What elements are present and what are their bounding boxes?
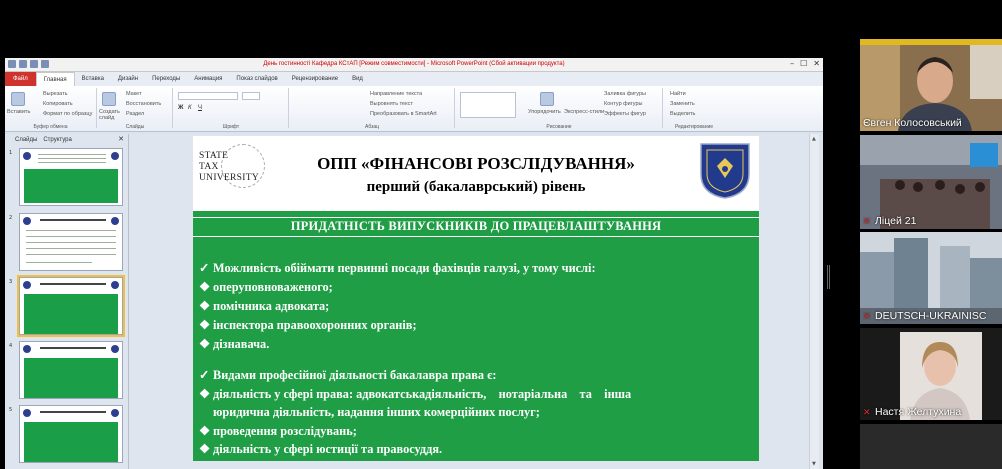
tab-view[interactable]: Вид bbox=[352, 76, 363, 82]
thumb-text bbox=[26, 254, 116, 255]
name-text: Ліцей 21 bbox=[875, 215, 917, 227]
thumb-text bbox=[38, 158, 106, 159]
logo-line: STATE bbox=[199, 151, 229, 161]
thumb-title bbox=[40, 283, 106, 285]
seal-icon bbox=[111, 409, 119, 417]
mic-muted-icon: ✕ bbox=[863, 216, 871, 226]
tab-file[interactable]: Файл bbox=[5, 72, 36, 86]
tab-review[interactable]: Рецензирование bbox=[291, 76, 339, 82]
participant-tile[interactable] bbox=[860, 328, 1002, 420]
university-seal-icon bbox=[697, 140, 753, 200]
scroll-down-icon[interactable]: ▼ bbox=[812, 461, 816, 467]
window-controls bbox=[790, 59, 820, 68]
replace-button[interactable]: Заменить bbox=[670, 101, 695, 107]
slides-panel bbox=[5, 134, 129, 469]
diamond-bullet-icon: ❖ bbox=[199, 318, 211, 332]
slide-header bbox=[193, 136, 759, 211]
seal-icon bbox=[111, 217, 119, 225]
logo-icon bbox=[23, 281, 31, 289]
participant-name bbox=[863, 117, 962, 129]
slide-number: 3 bbox=[9, 279, 13, 285]
copy-button[interactable]: Копировать bbox=[43, 101, 73, 107]
font-name-input[interactable] bbox=[178, 92, 238, 100]
seal-icon bbox=[111, 281, 119, 289]
tab-slides[interactable]: Слайды bbox=[15, 137, 38, 143]
slide-title-level: перший (бакалаврський) рівень bbox=[366, 179, 586, 195]
participant-name bbox=[863, 215, 916, 227]
mic-muted-icon: ✕ bbox=[863, 407, 871, 417]
shapes-gallery[interactable] bbox=[460, 92, 516, 118]
thumb-text bbox=[26, 242, 116, 243]
shape-effects-button[interactable]: Эффекты фигур bbox=[604, 111, 646, 117]
slide-thumbnail-3[interactable] bbox=[19, 277, 123, 335]
tab-animations[interactable]: Анимация bbox=[194, 76, 223, 82]
thumb-green-block bbox=[24, 358, 118, 398]
shape-fill-button[interactable]: Заливка фигуры bbox=[604, 91, 647, 97]
name-text: Євген Колосовський bbox=[863, 117, 962, 129]
tab-design[interactable]: Дизайн bbox=[117, 76, 139, 82]
group-drawing bbox=[456, 88, 663, 128]
slide-number: 1 bbox=[9, 150, 13, 156]
mic-muted-icon: ✕ bbox=[863, 311, 871, 321]
thumb-text bbox=[26, 236, 116, 237]
reset-button[interactable]: Восстановить bbox=[126, 101, 162, 107]
line-text: Видами професійної діяльності бакалавра права є: bbox=[213, 368, 497, 382]
group-font bbox=[174, 88, 289, 128]
logo-line: TAX bbox=[199, 162, 219, 172]
thumb-text bbox=[38, 162, 106, 163]
font-size-input[interactable] bbox=[242, 92, 260, 100]
diamond-bullet-icon: ❖ bbox=[199, 387, 211, 401]
panel-tabs bbox=[5, 134, 128, 146]
maximize-button[interactable]: ☐ bbox=[800, 59, 808, 68]
participant-tile[interactable] bbox=[860, 135, 1002, 229]
section-button[interactable]: Раздел bbox=[126, 111, 145, 117]
paste-button[interactable]: Вставить bbox=[7, 109, 31, 115]
content-line bbox=[199, 337, 747, 352]
content-line bbox=[199, 442, 747, 457]
thumb-text bbox=[26, 230, 116, 231]
group-editing bbox=[664, 88, 724, 128]
thumb-green-block bbox=[24, 422, 118, 462]
text-direction-button[interactable]: Направление текста bbox=[370, 91, 423, 97]
line-text: діяльність у сфері права: адвокатськадіяльність, нотаріальна та інша bbox=[213, 387, 632, 401]
name-text: Настя Желтухина bbox=[875, 406, 962, 418]
participant-name bbox=[863, 406, 961, 418]
participant-tile[interactable] bbox=[860, 39, 1002, 131]
tab-home[interactable]: Главная bbox=[36, 72, 75, 86]
thumb-green-block bbox=[24, 169, 118, 203]
divider bbox=[193, 236, 759, 237]
content-line bbox=[199, 424, 747, 439]
line-text: дізнавача. bbox=[213, 337, 270, 351]
seal-icon bbox=[111, 345, 119, 353]
group-slides bbox=[98, 88, 173, 128]
group-label: Слайды bbox=[125, 124, 145, 130]
slide-thumbnail-1[interactable] bbox=[19, 148, 123, 206]
title-bar bbox=[5, 58, 823, 72]
tab-insert[interactable]: Вставка bbox=[81, 76, 104, 82]
slide-number: 4 bbox=[9, 343, 13, 349]
slide-thumbnail-4[interactable] bbox=[19, 341, 123, 399]
slide-thumbnail-2[interactable] bbox=[19, 213, 123, 271]
logo-icon bbox=[23, 409, 31, 417]
slide-editor bbox=[130, 134, 819, 469]
group-label: Шрифт bbox=[222, 124, 240, 130]
close-icon[interactable]: ✕ bbox=[118, 136, 124, 143]
line-text: проведення розслідувань; bbox=[213, 424, 357, 438]
group-label: Рисование bbox=[546, 124, 572, 130]
slide-content-block bbox=[193, 211, 759, 461]
participant-tile[interactable] bbox=[860, 424, 1002, 469]
panel-resize-handle[interactable] bbox=[827, 265, 830, 289]
underline-button[interactable]: Ч bbox=[198, 105, 202, 111]
thumb-text bbox=[38, 154, 106, 155]
content-line bbox=[199, 261, 747, 276]
format-painter-button[interactable]: Формат по образцу bbox=[43, 111, 93, 117]
bold-button[interactable]: Ж bbox=[178, 105, 184, 111]
slide-number: 2 bbox=[9, 215, 13, 221]
logo-icon bbox=[23, 217, 31, 225]
find-button[interactable]: Найти bbox=[670, 91, 686, 97]
shape-outline-button[interactable]: Контур фигуры bbox=[604, 101, 643, 107]
content-line bbox=[199, 368, 747, 383]
arrange-button[interactable]: Упорядочить bbox=[528, 109, 561, 115]
thumb-text bbox=[26, 248, 116, 249]
checkmark-icon: ✓ bbox=[199, 368, 210, 382]
group-label: Абзац bbox=[364, 124, 380, 130]
italic-button[interactable]: К bbox=[188, 105, 192, 111]
minimize-button[interactable]: – bbox=[790, 59, 795, 68]
align-text-button[interactable]: Выровнять текст bbox=[370, 101, 413, 107]
tab-outline[interactable]: Структура bbox=[43, 137, 72, 143]
group-paragraph bbox=[290, 88, 455, 128]
logo-icon bbox=[23, 152, 31, 160]
diamond-bullet-icon: ❖ bbox=[199, 299, 211, 313]
quick-styles-button[interactable]: Экспресс-стили bbox=[564, 109, 605, 115]
ribbon-tabs bbox=[5, 72, 823, 86]
content-line bbox=[199, 405, 747, 420]
checkmark-icon: ✓ bbox=[199, 261, 210, 275]
line-text: юридична діяльність, надання інших комерційних послуг; bbox=[213, 405, 540, 419]
divider bbox=[193, 217, 759, 218]
logo-icon bbox=[23, 345, 31, 353]
logo-line: UNIVERSITY bbox=[199, 173, 259, 183]
group-label: Редактирование bbox=[674, 124, 714, 130]
name-text: DEUTSCH-UKRAINISC bbox=[875, 310, 987, 322]
smartart-button[interactable]: Преобразовать в SmartArt bbox=[370, 111, 437, 117]
thumb-title bbox=[40, 347, 106, 349]
diamond-bullet-icon: ❖ bbox=[199, 280, 211, 294]
diamond-bullet-icon: ❖ bbox=[199, 424, 211, 438]
new-slide-button[interactable]: Создать слайд bbox=[99, 109, 120, 121]
powerpoint-window bbox=[5, 58, 823, 469]
tab-transitions[interactable]: Переходы bbox=[152, 76, 181, 82]
vertical-scrollbar[interactable] bbox=[809, 134, 819, 469]
line-text: помічника адвоката; bbox=[213, 299, 330, 313]
slide-number: 5 bbox=[9, 407, 13, 413]
cut-button[interactable]: Вырезать bbox=[43, 91, 68, 97]
slide-canvas[interactable] bbox=[193, 136, 759, 461]
layout-button[interactable]: Макет bbox=[126, 91, 142, 97]
group-label: Буфер обмена bbox=[33, 124, 68, 130]
seal-icon bbox=[111, 152, 119, 160]
line-text: інспектора правоохоронних органів; bbox=[213, 318, 417, 332]
new-slide-icon[interactable] bbox=[102, 92, 116, 106]
scroll-up-icon[interactable]: ▲ bbox=[812, 136, 816, 142]
diamond-bullet-icon: ❖ bbox=[199, 442, 211, 456]
slide-title: ОПП «ФІНАНСОВІ РОЗСЛІДУВАННЯ» bbox=[317, 154, 635, 173]
paste-icon[interactable] bbox=[11, 92, 25, 106]
thumb-text bbox=[26, 262, 92, 263]
slide-subtitle: ПРИДАТНІСТЬ ВИПУСКНИКІВ ДО ПРАЦЕВЛАШТУВАННЯ bbox=[290, 219, 662, 233]
state-tax-university-logo bbox=[199, 151, 259, 184]
content-line bbox=[199, 299, 747, 314]
line-text: Можливість обіймати первинні посади фахівців галузі, у тому числі: bbox=[213, 261, 596, 275]
participant-tile[interactable] bbox=[860, 232, 1002, 324]
line-text: оперуповноваженого; bbox=[213, 280, 333, 294]
ribbon bbox=[5, 86, 823, 132]
content-line bbox=[199, 387, 747, 402]
slide-thumbnail-5[interactable] bbox=[19, 405, 123, 463]
participant-name bbox=[863, 310, 986, 322]
thumb-green-block bbox=[24, 294, 118, 334]
diamond-bullet-icon: ❖ bbox=[199, 337, 211, 351]
content-line bbox=[199, 280, 747, 295]
select-button[interactable]: Выделить bbox=[670, 111, 696, 117]
window-title: День гостинності Кафедра КСтАП [Режим совместимости] - Microsoft PowerPoint (Сбой активации продукта) bbox=[263, 61, 565, 67]
group-clipboard bbox=[5, 88, 97, 128]
arrange-icon[interactable] bbox=[540, 92, 554, 106]
line-text: діяльність у сфері юстиції та правосуддя. bbox=[213, 442, 443, 456]
thumb-title bbox=[40, 411, 106, 413]
thumb-title bbox=[40, 219, 106, 221]
content-line bbox=[199, 318, 747, 333]
tab-slideshow[interactable]: Показ слайдов bbox=[236, 76, 278, 82]
close-button[interactable]: ✕ bbox=[813, 59, 820, 68]
